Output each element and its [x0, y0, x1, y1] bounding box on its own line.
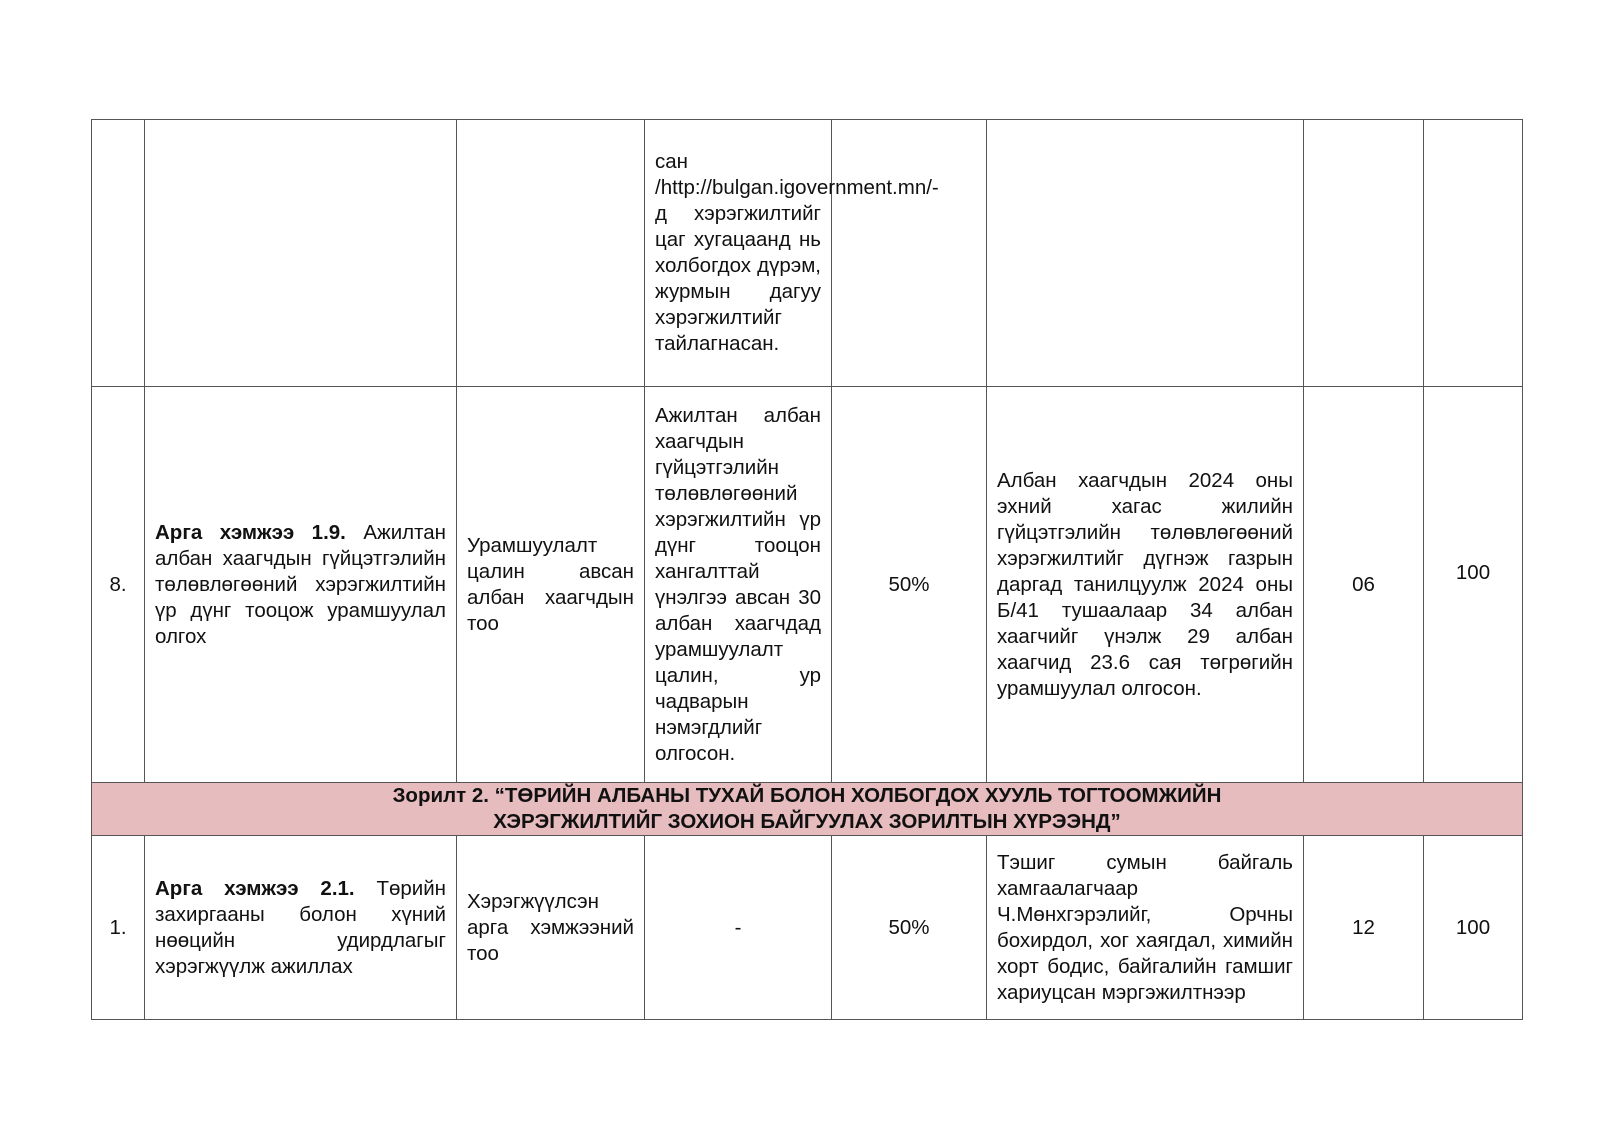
count-cell — [1304, 120, 1424, 387]
report-cell: Албан хаагчдын 2024 оны эхний хагас жилийн гүйцэтгэлийн төлөвлөгөөний хэрэгжилтийг дүгнэж газрын даргад танилцуулж 2024 оны Б/41 тушаалаар 34 албан хаагчийг үнэлж 29 албан хаагчид 23.6 сая төгрөгийн урамшуулал олгосон. — [987, 387, 1304, 783]
indicator-cell: Урамшуулалт цалин авсан албан хаагчдын тоо — [457, 387, 645, 783]
row-number: 1. — [92, 836, 145, 1020]
report-cell — [987, 120, 1304, 387]
indicator-cell — [457, 120, 645, 387]
score-cell: 100 — [1424, 387, 1523, 783]
action-title: Арга хэмжээ 2.1. — [155, 876, 355, 900]
report-table — [91, 119, 1523, 1020]
goal-header-row — [92, 783, 1523, 836]
action-cell — [145, 836, 457, 1020]
percent-cell: 50% — [832, 387, 987, 783]
table-row — [92, 836, 1523, 1020]
indicator-cell: Хэрэгжүүлсэн арга хэмжээний тоо — [457, 836, 645, 1020]
progress-cell: - — [645, 836, 832, 1020]
goal-line-1: Зорилт 2. “ТӨРИЙН АЛБАНЫ ТУХАЙ БОЛОН ХОЛБОГДОХ ХУУЛЬ ТОГТООМЖИЙН — [392, 784, 1222, 807]
action-cell — [145, 120, 457, 387]
count-cell: 12 — [1304, 836, 1424, 1020]
percent-cell: 50% — [832, 836, 987, 1020]
count-cell: 06 — [1304, 387, 1424, 783]
report-cell: Тэшиг сумын байгаль хамгаалагчаар Ч.Мөнхгэрэлийг, Орчны бохирдол, хог хаягдал, химийн хорт бодис, байгалийн гамшиг хариуцсан мэргэжилтнээр — [987, 836, 1304, 1020]
percent-cell — [832, 120, 987, 387]
progress-cell: Ажилтан албан хаагчдын гүйцэтгэлийн төлөвлөгөөний хэрэгжилтийн үр дүнг тооцон хангалттай үнэлгээ авсан 30 албан хаагчдад урамшуулалт цалин, ур чадварын нэмэгдлийг олгосон. — [645, 387, 832, 783]
action-text: Ажилтан албан хаагчдын гүйцэтгэлийн төлөвлөгөөний хэрэгжилтийн үр дүнг тооцож урамшуулал олгох — [155, 520, 446, 648]
progress-cell: сан /http://bulgan.igovernment.mn/-д хэрэгжилтийг цаг хугацаанд нь холбогдох дүрэм, журмын дагуу хэрэгжилтийг тайлагнасан. — [645, 120, 832, 387]
table-row — [92, 120, 1523, 387]
action-title: Арга хэмжээ 1.9. — [155, 520, 346, 544]
row-number — [92, 120, 145, 387]
score-cell — [1424, 120, 1523, 387]
action-cell — [145, 387, 457, 783]
goal-header — [92, 783, 1523, 836]
score-cell: 100 — [1424, 836, 1523, 1020]
row-number: 8. — [92, 387, 145, 783]
goal-line-2: ХЭРЭГЖИЛТИЙГ ЗОХИОН БАЙГУУЛАХ ЗОРИЛТЫН ХҮРЭЭНД” — [493, 810, 1121, 833]
table-row — [92, 387, 1523, 783]
action-text: Төрийн захиргааны болон хүний нөөцийн удирдлагыг хэрэгжүүлж ажиллах — [155, 876, 446, 978]
